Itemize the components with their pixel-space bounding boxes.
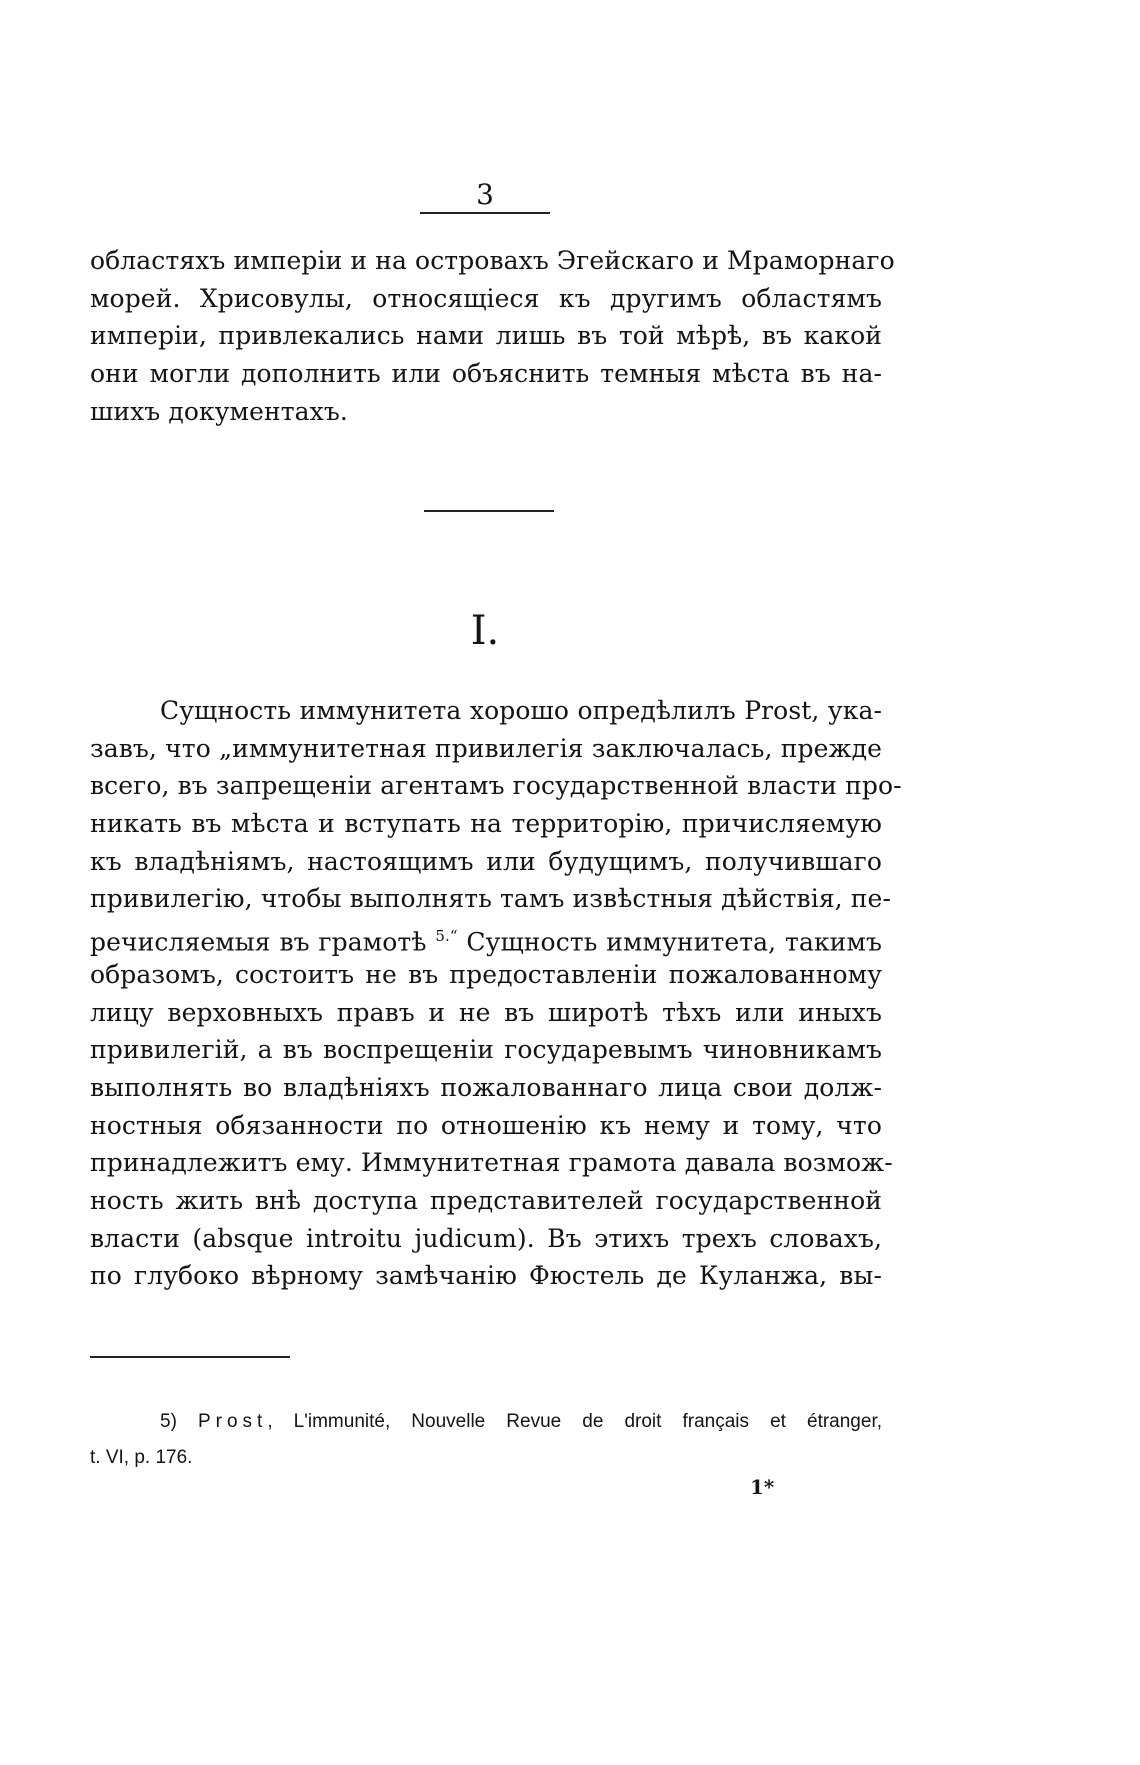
text-line: ностныя обязанности по отношенію къ нему и тому, что [90,1110,882,1140]
text-line: они могли дополнить или объяснить темныя мѣста въ на- [90,359,882,389]
text-line: выполнять во владѣніяхъ пожалованнаго лица свои долж- [90,1072,882,1102]
body-paragraph [90,692,902,1295]
section-heading: I. [470,608,500,654]
footnote-reference[interactable]: 5.“ [435,927,458,946]
footnote-text: , L'immunité, Nouvelle Revue de droit français et étranger, [267,1411,882,1432]
text-line: никать въ мѣста и вступать на территорію, причисляемую [90,809,882,839]
text-line: по глубоко вѣрному замѣчанію Фюстель де Куланжа, вы- [90,1261,882,1291]
footnote [90,1404,882,1476]
text-line: власти (absque introitu judicum). Въ этихъ трехъ словахъ, [90,1223,882,1253]
text-line: къ владѣніямъ, настоящимъ или будущимъ, получившаго [90,846,882,876]
text-segment: речисляемыя въ грамотѣ [90,927,427,957]
text-line: шихъ документахъ. [90,396,348,426]
text-line: всего, въ запрещеніи агентамъ государственной власти про- [90,771,902,801]
footnote-number: 5) [160,1411,177,1432]
footnote-author: Prost [197,1411,268,1432]
footnote-line [90,1404,882,1440]
text-line: областяхъ имперіи и на островахъ Эгейскаго и Мраморнаго [90,246,895,275]
section-separator-rule [424,510,554,512]
text-line: морей. Хрисовулы, относящіеся къ другимъ областямъ [90,283,882,313]
footnote-rule [90,1356,290,1358]
text-line: привилегію, чтобы выполнять тамъ извѣстныя дѣйствія, пе- [90,884,891,914]
printer-signature-mark: 1* [750,1475,775,1499]
intro-paragraph [90,242,895,430]
text-segment: Сущность иммунитета, такимъ [466,927,882,957]
text-line: лицу верховныхъ правъ и не въ широтѣ тѣхъ или иныхъ [90,997,882,1027]
text-line: привилегій, а въ воспрещеніи государевымъ чиновникамъ [90,1035,882,1065]
text-line: принадлежитъ ему. Иммунитетная грамота давала возмож- [90,1148,893,1178]
text-line: ность жить внѣ доступа представителей государственной [90,1185,882,1215]
page-number: 3 [476,178,494,211]
text-line: завъ, что „иммунитетная привилегія заключалась, прежде [90,733,882,763]
footnote-continuation: t. VI, p. 176. [90,1447,193,1468]
text-line: образомъ, состоитъ не въ предоставленіи пожалованному [90,959,882,989]
text-line-with-footnote [90,918,882,956]
text-line: Сущность иммунитета хорошо опредѣлилъ Prost, ука- [160,696,882,725]
text-line: имперіи, привлекались нами лишь въ той мѣрѣ, въ какой [90,321,882,351]
page-number-rule [420,212,550,214]
